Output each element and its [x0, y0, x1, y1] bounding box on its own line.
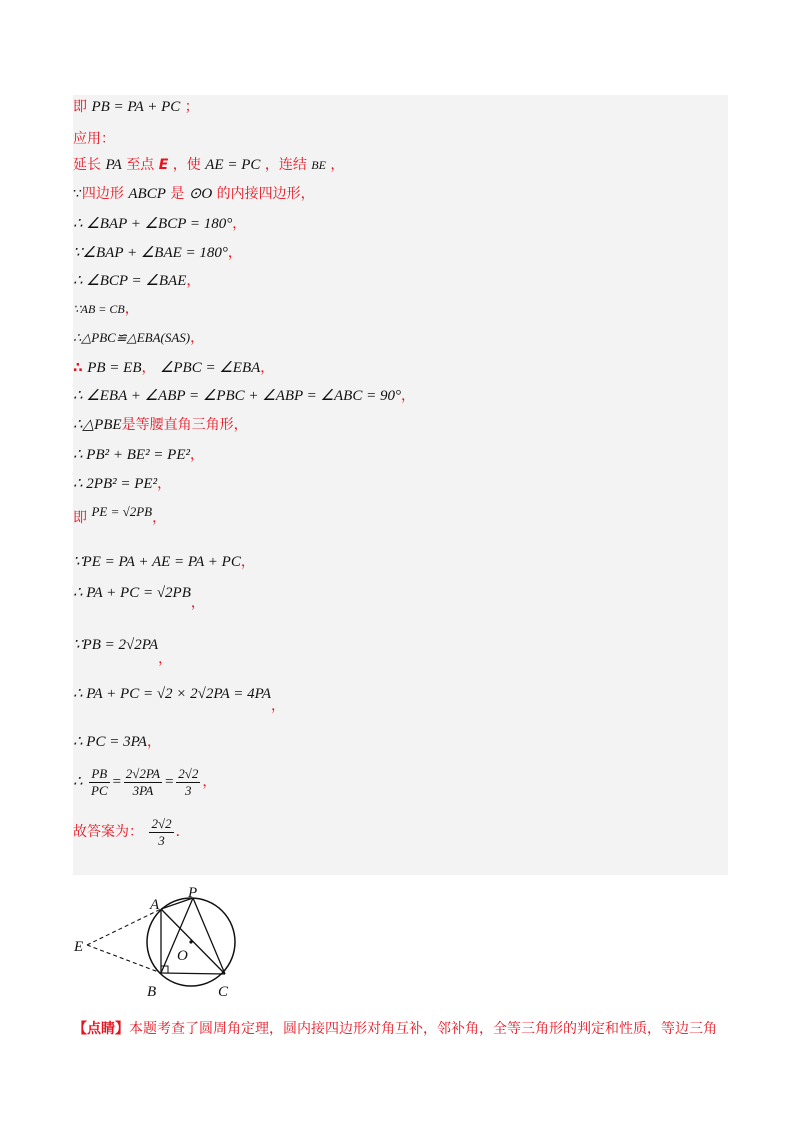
- segment-ac: [161, 909, 225, 974]
- therefore-symbol: ∴: [73, 360, 83, 376]
- math-expression: ⊙O: [188, 186, 213, 202]
- punctuation: ．: [175, 824, 190, 840]
- key-point-label: 【点睛】: [73, 1021, 129, 1037]
- punctuation: ，: [190, 330, 205, 346]
- key-point-text: 本题考查了圆周角定理，圆内接四边形对角互补，邻补角，全等三角形的判定和性质，等边三角: [129, 1021, 717, 1037]
- line-2: [73, 129, 115, 149]
- math-expression: ∴△PBC≌△EBA(SAS): [73, 330, 191, 345]
- text: 四边形: [81, 186, 124, 202]
- math-expression: ∴ PA + PC = √2PB: [73, 585, 191, 601]
- fraction-result: [176, 766, 200, 799]
- math-expression: ∴ PA + PC = √2 × 2√2PA = 4PA: [73, 686, 272, 702]
- numerator: 2√2: [178, 765, 199, 781]
- label-e: E: [74, 939, 84, 955]
- punctuation: ，: [141, 360, 156, 376]
- label-o: O: [177, 948, 188, 964]
- center-point: [189, 940, 192, 943]
- circle-diagram: [73, 885, 238, 1003]
- line-18: [73, 635, 173, 667]
- punctuation: ，: [227, 245, 242, 261]
- geometry-figure: [73, 885, 238, 1003]
- section-label-application: 应用：: [73, 131, 115, 147]
- math-expression: ∴ PC = 3PA: [73, 734, 147, 750]
- denominator: 3: [185, 782, 192, 798]
- numerator: 2√2PA: [125, 765, 161, 781]
- answer-label: 故答案为：: [73, 824, 143, 840]
- line-19: [73, 684, 286, 714]
- punctuation: ，: [202, 774, 217, 790]
- line-14: [73, 474, 171, 494]
- math-expression: ∴ PB² + BE² = PE²: [73, 447, 191, 463]
- math-expression: ∴ ∠EBA + ∠ABP = ∠PBC + ∠ABP = ∠ABC = 90°: [73, 388, 401, 404]
- punctuation: ，: [260, 360, 275, 376]
- numerator: PB: [89, 766, 110, 783]
- math-expression: PB = PA + PC: [91, 99, 181, 115]
- math-expression: ∠PBC = ∠EBA: [159, 360, 261, 376]
- line-13: [73, 445, 204, 465]
- numerator: 2√2: [151, 815, 172, 831]
- math-expression: ∴ ∠BAP + ∠BCP = 180°: [73, 216, 233, 232]
- math-expression: PE = √2PB: [91, 504, 153, 519]
- denominator: 3: [158, 832, 165, 848]
- punctuation: ，: [186, 273, 201, 289]
- line-3: [73, 155, 344, 175]
- text: ，连结: [264, 157, 307, 173]
- text: 是等腰直角三角形，: [121, 417, 248, 433]
- line-11: [73, 386, 415, 406]
- solution-panel: [73, 95, 728, 875]
- line-15: [73, 504, 167, 528]
- line-12: [73, 415, 248, 435]
- punctuation: ，: [240, 554, 255, 570]
- punctuation: ，: [158, 651, 173, 667]
- line-16: [73, 552, 255, 572]
- punctuation: ，: [271, 698, 286, 714]
- segment-bc: [161, 973, 225, 974]
- punctuation: ，: [400, 388, 415, 404]
- math-expression: ∵AB = CB: [73, 302, 125, 316]
- punctuation: ，: [124, 301, 139, 317]
- punctuation: ，: [152, 510, 167, 526]
- math-expression: ABCP: [128, 186, 166, 202]
- fraction-pb-pc: [89, 766, 110, 799]
- line-5: [73, 214, 246, 234]
- label-b: B: [147, 984, 157, 1000]
- line-1: [73, 97, 199, 117]
- label-a: A: [150, 897, 160, 913]
- punctuation: ，: [330, 157, 345, 173]
- text: 延长: [73, 157, 101, 173]
- line-9: [73, 328, 204, 348]
- therefore-symbol: ∴: [73, 774, 83, 790]
- math-expression: PB = EB: [87, 360, 142, 376]
- math-expression: ∴△PBE: [73, 417, 122, 433]
- punctuation: ，: [190, 595, 205, 611]
- line-6: [73, 243, 242, 263]
- math-expression: ∵∠BAP + ∠BAE = 180°: [73, 245, 228, 261]
- text: ，使: [172, 157, 201, 173]
- label-p: P: [188, 885, 198, 901]
- key-point-note: [73, 1018, 717, 1038]
- math-expression: BE: [311, 158, 326, 172]
- math-expression: ∵PE = PA + AE = PA + PC: [73, 554, 241, 570]
- math-expression: PA: [105, 157, 122, 173]
- because-symbol: ∵: [73, 186, 82, 202]
- punctuation: ，: [190, 447, 205, 463]
- punctuation: ，: [146, 734, 161, 750]
- line-7: [73, 271, 200, 291]
- line-4: [73, 184, 315, 204]
- text: 至点: [126, 157, 155, 173]
- text-ji: 即: [73, 99, 87, 115]
- denominator: PC: [91, 782, 108, 798]
- math-expression: AE = PC: [205, 157, 261, 173]
- text-ji: 即: [73, 510, 87, 526]
- point-label: E: [158, 157, 169, 173]
- punctuation: ，: [232, 216, 247, 232]
- punctuation: ；: [184, 99, 199, 115]
- math-expression: ∵PB = 2√2PA: [73, 637, 159, 653]
- line-21: ∴ $\frac{PB}{PC}$ = $\frac{2√2PA}{3PA}$ = $\frac{2√2}{3}$ ，: [73, 765, 217, 798]
- line-20: [73, 732, 161, 752]
- line-17: [73, 583, 205, 611]
- math-expression: ∴ 2PB² = PE²: [73, 476, 158, 492]
- text: 是: [170, 186, 185, 202]
- line-8: [73, 299, 139, 319]
- answer-fraction: [149, 816, 173, 849]
- line-10: [73, 358, 274, 378]
- line-22: [73, 815, 190, 849]
- punctuation: ，: [157, 476, 172, 492]
- math-expression: ∴ ∠BCP = ∠BAE: [73, 273, 187, 289]
- fraction-expanded: [124, 766, 162, 799]
- text: 的内接四边形，: [216, 186, 315, 202]
- denominator: 3PA: [132, 782, 154, 798]
- label-c: C: [218, 984, 229, 1000]
